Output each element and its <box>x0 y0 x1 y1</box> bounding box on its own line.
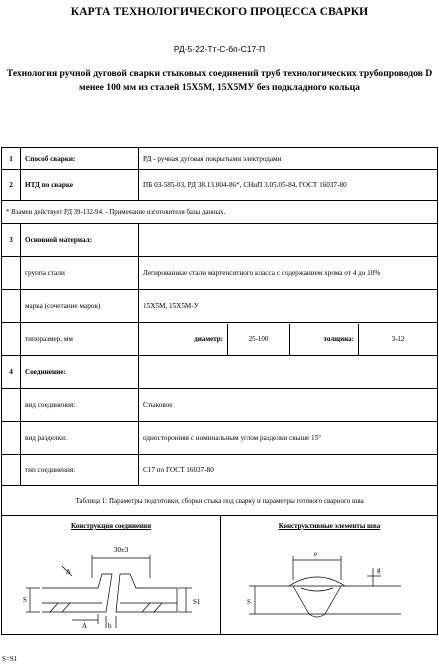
row-label: Способ сварки: <box>21 148 139 170</box>
size-subtable <box>139 324 437 355</box>
diameter-label: диаметр: <box>194 335 223 343</box>
footer-note: S=S1 <box>2 655 18 663</box>
dim-s1-label: S1 <box>193 598 201 606</box>
joint-drawing <box>2 530 220 630</box>
section-label: Основной материал: <box>21 224 139 257</box>
section-number: 4 <box>2 356 21 389</box>
table-row <box>2 148 438 170</box>
diameter-value: 25-100 <box>228 324 290 355</box>
dim-s-label: S <box>23 596 27 604</box>
row-number: 1 <box>2 148 21 170</box>
row-label: группа стали <box>21 257 139 290</box>
joint-drawing-heading: Конструкция соединения <box>70 522 152 530</box>
row-number: 2 <box>2 170 21 201</box>
row-label: вид соединения: <box>21 389 139 422</box>
row-label: марка (сочетание марок) <box>21 290 139 323</box>
thickness-value: 3-12 <box>359 324 438 355</box>
table-row <box>2 323 438 356</box>
table-row <box>2 455 438 486</box>
table-row <box>2 170 438 201</box>
empty-cell <box>2 323 21 356</box>
row-value: ПБ 03-585-03, РД 38.13.004-86*, СНиП 3.05.05-84, ГОСТ 16037-80 <box>139 170 438 201</box>
page-title: КАРТА ТЕХНОЛОГИЧЕСКОГО ПРОЦЕССА СВАРКИ <box>70 6 369 18</box>
document-code: РД-5-22-Тт-С-бп-С17-П <box>173 44 266 54</box>
empty-cell <box>139 224 438 257</box>
row-value: Стыковое <box>139 389 438 422</box>
section-header-row <box>2 224 438 257</box>
weld-elements-drawing <box>221 530 438 630</box>
process-table <box>1 147 438 635</box>
joint-drawing-panel <box>2 516 221 634</box>
row-label: тип соединения: <box>21 455 139 486</box>
row-value: Легированные стали мартенситного класса с содержанием хрома от 4 до 10% <box>139 257 438 290</box>
weld-elements-panel <box>221 516 438 634</box>
row-value: 15Х5М, 15Х5М-У <box>139 290 438 323</box>
drawings-cell <box>2 516 438 635</box>
table-row <box>2 257 438 290</box>
section-number: 3 <box>2 224 21 257</box>
thickness-label: толщина: <box>290 324 359 355</box>
dim-s-label: S <box>247 598 251 606</box>
section-header-row <box>2 356 438 389</box>
row-value: РД - ручная дуговая покрытыми электродами <box>139 148 438 170</box>
table-row <box>2 389 438 422</box>
table-row <box>2 290 438 323</box>
empty-cell <box>2 422 21 455</box>
document-subtitle: Технология ручной дуговой сварки стыковых соединений труб технологических трубопроводов D менее 100 мм из сталей 15Х5М, 15Х5МУ без подкладного кольца <box>6 68 433 93</box>
drawings-row <box>2 516 438 635</box>
empty-cell <box>2 290 21 323</box>
caption-row <box>2 486 438 516</box>
dim-b-label: b <box>108 622 112 630</box>
row-value: С17 по ГОСТ 16037-80 <box>139 455 438 486</box>
note-row <box>2 201 438 224</box>
size-cell <box>139 323 438 356</box>
section-label: Соединение: <box>21 356 139 389</box>
empty-cell <box>2 389 21 422</box>
table-row <box>2 422 438 455</box>
dim-delta-label: Δ <box>66 568 71 576</box>
empty-cell <box>2 257 21 290</box>
row-label: типоразмер, мм <box>21 323 139 356</box>
weld-elements-heading: Конструктивные элементы шва <box>278 522 381 530</box>
dim-g-label: g <box>377 566 381 574</box>
note-text: * Взамен действует РД 39-132-94. - Примечание изготовителя базы данных. <box>2 201 438 224</box>
dim-e-label: e <box>314 550 318 558</box>
row-value: односторонняя с номинальным углом разделки свыше 15° <box>139 422 438 455</box>
empty-cell <box>2 455 21 486</box>
empty-cell <box>139 356 438 389</box>
dim-top-label: 30±3 <box>114 546 129 554</box>
dim-a-label: A <box>82 622 88 630</box>
row-label: НТД по сварке <box>21 170 139 201</box>
row-label: вид разделки: <box>21 422 139 455</box>
table1-caption: Таблица 1: Параметры подготовки, сборки стыка под сварку и параметры готового сварного шва <box>2 486 438 516</box>
